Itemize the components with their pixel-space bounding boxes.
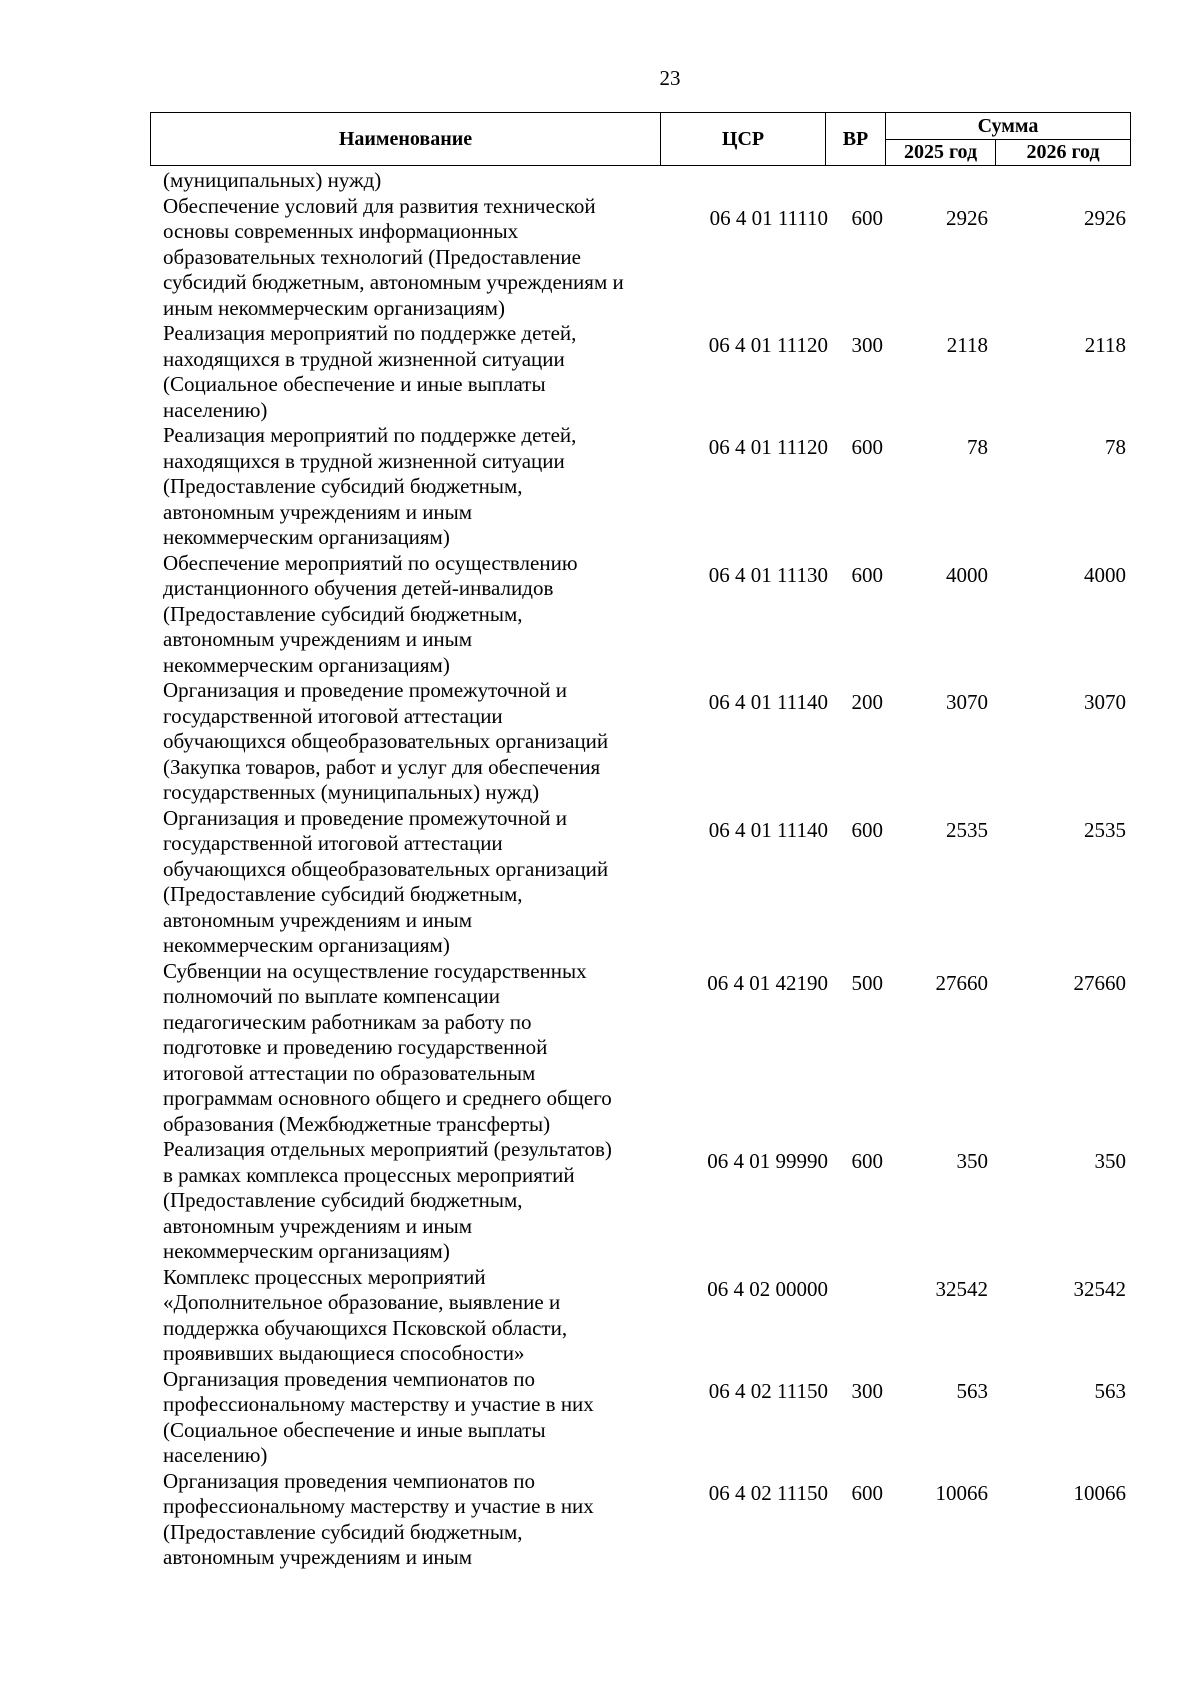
row-csr: 06 4 02 11150 bbox=[708, 1378, 828, 1403]
header-year-2026: 2026 год bbox=[996, 140, 1131, 166]
row-vr bbox=[838, 168, 898, 194]
row-sum-2026: 2535 bbox=[1084, 817, 1126, 842]
budget-table-body bbox=[150, 168, 1143, 1571]
row-csr: 06 4 01 11140 bbox=[708, 817, 828, 842]
row-name: Организация и проведение промежуточной и государственной итоговой аттестации обучающихся общеобразовательных организаций (Закупка товаров, работ и услуг для обеспечения государственных (муниципальных) нужд) bbox=[163, 678, 609, 804]
row-sum-2025: 563 bbox=[956, 1378, 988, 1403]
table-row bbox=[150, 959, 1143, 1138]
table-row bbox=[150, 194, 1143, 322]
row-vr: 300 bbox=[851, 333, 883, 357]
row-sum-2025: 4000 bbox=[946, 562, 988, 587]
row-sum-2026: 78 bbox=[1105, 435, 1126, 459]
table-row bbox=[150, 321, 1143, 423]
row-name: Обеспечение мероприятий по осуществлению дистанционного обучения детей-инвалидов (Предоставление субсидий бюджетным, автономным учреждениям и иным некоммерческим организациям) bbox=[163, 550, 578, 677]
row-sum-2025: 32542 bbox=[935, 1276, 988, 1301]
table-row bbox=[150, 423, 1143, 551]
table-header bbox=[150, 112, 1131, 166]
row-csr: 06 4 01 11120 bbox=[708, 435, 828, 459]
row-sum-2026: 32542 bbox=[1073, 1276, 1126, 1301]
row-vr bbox=[838, 1265, 898, 1367]
row-vr: 600 bbox=[851, 817, 883, 842]
table-row bbox=[150, 806, 1143, 959]
row-name: (муниципальных) нужд) bbox=[163, 168, 382, 192]
row-sum-2025: 2926 bbox=[946, 205, 988, 230]
row-vr: 600 bbox=[851, 562, 883, 587]
row-sum-2026: 563 bbox=[1094, 1378, 1126, 1403]
header-csr: ЦСР bbox=[661, 113, 826, 166]
row-sum-2025: 78 bbox=[967, 435, 988, 459]
table-row bbox=[150, 551, 1143, 679]
row-csr: 06 4 02 00000 bbox=[707, 1276, 828, 1301]
table-row bbox=[150, 1265, 1143, 1367]
row-sum-2025: 2118 bbox=[946, 333, 988, 357]
row-name: Комплекс процессных мероприятий «Дополнительное образование, выявление и поддержка обучающихся Псковской области, проявивших выдающиеся способности» bbox=[163, 1264, 568, 1365]
row-csr: 06 4 01 99990 bbox=[707, 1149, 828, 1173]
row-sum-2026: 3070 bbox=[1084, 690, 1126, 714]
row-sum-2026: 2118 bbox=[1084, 333, 1126, 357]
row-sum-2025: 27660 bbox=[935, 970, 988, 995]
budget-table bbox=[150, 168, 1143, 1571]
page-number: 23 bbox=[659, 66, 681, 90]
header-sum: Сумма bbox=[886, 113, 1131, 140]
row-name: Организация и проведение промежуточной и государственной итоговой аттестации обучающихся общеобразовательных организаций (Предоставление субсидий бюджетным, автономным учреждениям и иным некоммерческим организациям) bbox=[163, 805, 609, 957]
row-sum-2026 bbox=[1018, 168, 1143, 194]
row-sum-2026: 350 bbox=[1094, 1149, 1126, 1173]
table-row bbox=[150, 1137, 1143, 1265]
row-sum-2026: 10066 bbox=[1073, 1480, 1126, 1505]
row-sum-2025: 2535 bbox=[946, 817, 988, 842]
row-name: Реализация мероприятий по поддержке детей, находящихся в трудной жизненной ситуации (Предоставление субсидий бюджетным, автономным учреждениям и иным некоммерческим организациям) bbox=[163, 423, 577, 549]
row-csr: 06 4 01 42190 bbox=[707, 970, 828, 995]
row-sum-2025 bbox=[898, 168, 1018, 194]
row-vr: 600 bbox=[851, 1480, 883, 1505]
row-vr: 600 bbox=[851, 205, 883, 230]
table-row bbox=[150, 1367, 1143, 1469]
row-name: Реализация отдельных мероприятий (результатов) в рамках комплекса процессных мероприятий (Предоставление субсидий бюджетным, автономным учреждениям и иным некоммерческим организациям) bbox=[163, 1137, 612, 1263]
row-vr: 600 bbox=[851, 435, 883, 459]
header-year-2025: 2025 год bbox=[886, 140, 996, 166]
row-name: Реализация мероприятий по поддержке детей, находящихся в трудной жизненной ситуации (Социальное обеспечение и иные выплаты населению) bbox=[163, 321, 577, 422]
row-csr: 06 4 01 11120 bbox=[708, 333, 828, 357]
row-name: Обеспечение условий для развития технической основы современных информационных образовательных технологий (Предоставление субсидий бюджетным, автономным учреждениям и иным некоммерческим организациям) bbox=[163, 193, 624, 320]
row-vr: 600 bbox=[851, 1149, 883, 1173]
row-vr: 300 bbox=[851, 1378, 883, 1403]
header-name: Наименование bbox=[151, 113, 661, 166]
table-row bbox=[150, 678, 1143, 806]
row-sum-2026: 2926 bbox=[1084, 205, 1126, 230]
table-row bbox=[150, 1469, 1143, 1571]
row-csr: 06 4 02 11150 bbox=[708, 1480, 828, 1505]
row-name: Организация проведения чемпионатов по профессиональному мастерству и участие в них (Социальное обеспечение и иные выплаты населению) bbox=[163, 1366, 594, 1467]
row-sum-2025: 350 bbox=[956, 1149, 988, 1173]
row-csr: 06 4 01 11110 bbox=[709, 205, 828, 230]
row-csr bbox=[673, 168, 838, 194]
row-csr: 06 4 01 11130 bbox=[708, 562, 828, 587]
row-csr: 06 4 01 11140 bbox=[708, 690, 828, 714]
header-vr: ВР bbox=[826, 113, 886, 166]
row-sum-2025: 3070 bbox=[946, 690, 988, 714]
row-sum-2025: 10066 bbox=[935, 1480, 988, 1505]
row-vr: 500 bbox=[851, 970, 883, 995]
row-vr: 200 bbox=[851, 690, 883, 714]
row-name: Организация проведения чемпионатов по профессиональному мастерству и участие в них (Предоставление субсидий бюджетным, автономным учреждениям и иным bbox=[163, 1468, 594, 1569]
row-name: Субвенции на осуществление государственных полномочий по выплате компенсации педагогическим работникам за работу по подготовке и проведению государственной итоговой аттестации по образовательным программам основного общего и среднего общего образования (Межбюджетные трансферты) bbox=[163, 958, 612, 1136]
table-row bbox=[150, 168, 1143, 194]
row-sum-2026: 4000 bbox=[1084, 562, 1126, 587]
row-sum-2026: 27660 bbox=[1073, 970, 1126, 995]
